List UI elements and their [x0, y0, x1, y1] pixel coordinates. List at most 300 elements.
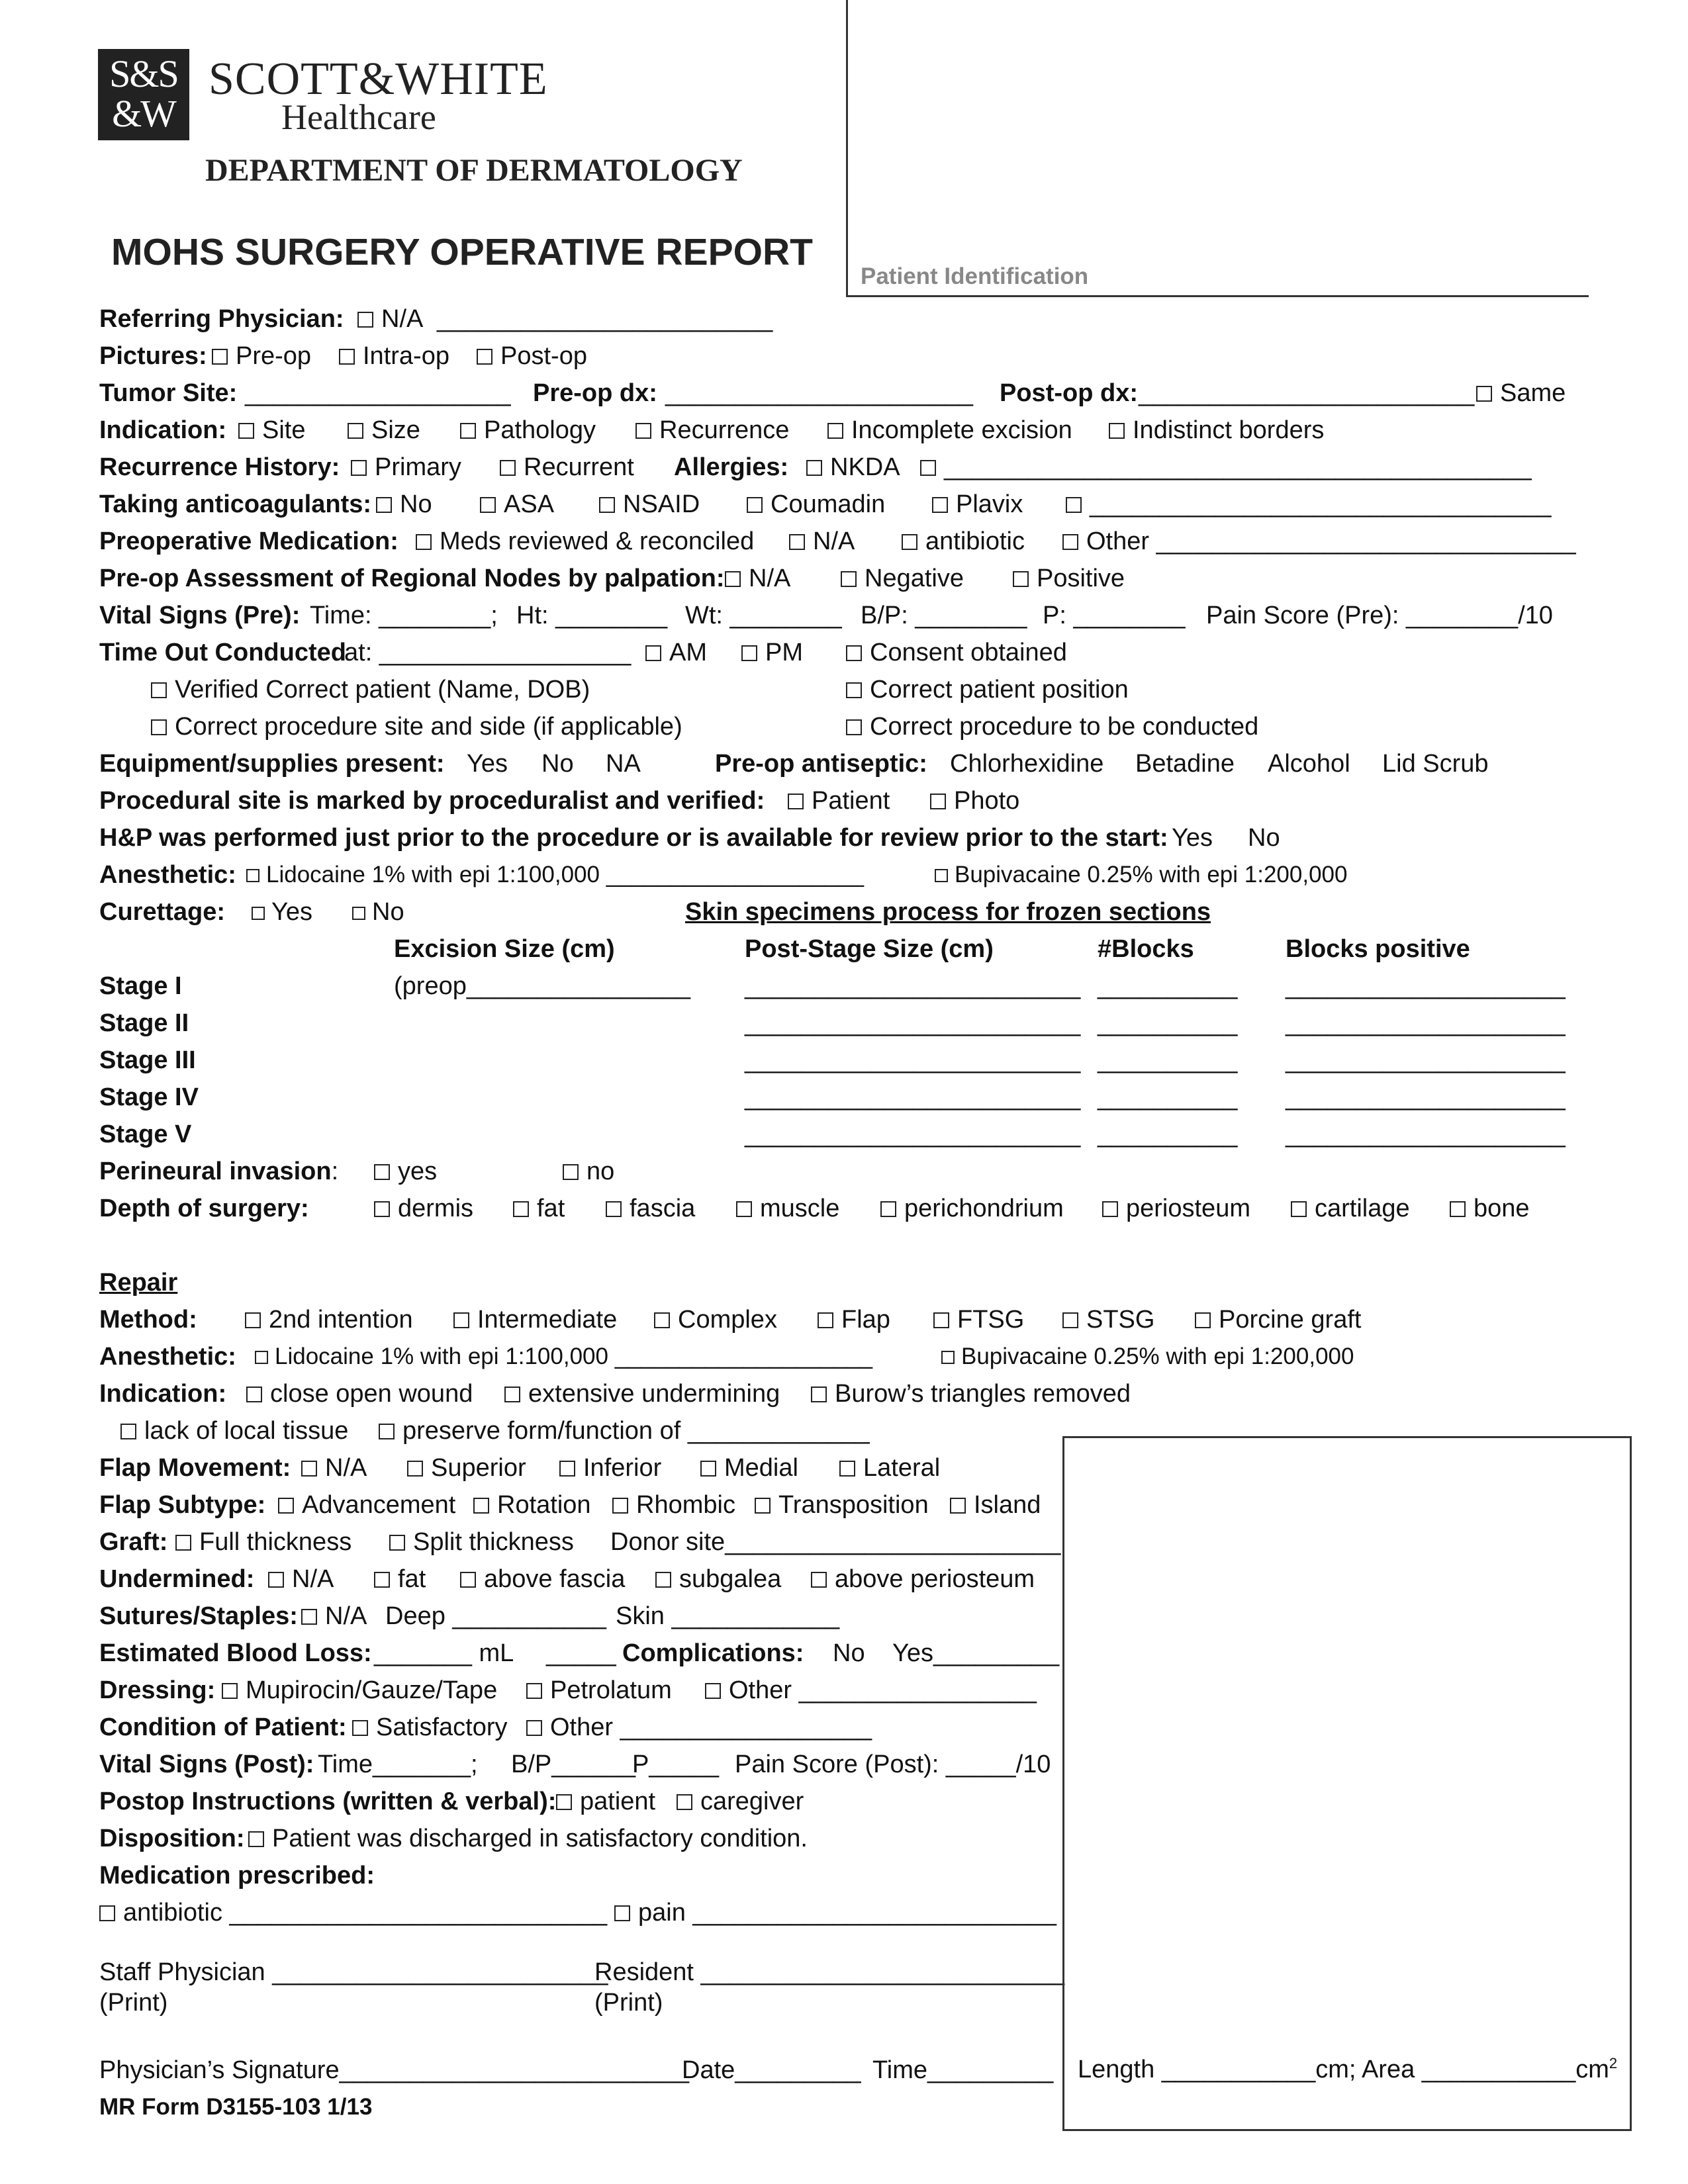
graft-split-thickness[interactable] — [389, 1525, 574, 1559]
option-label: caregiver — [700, 1788, 804, 1815]
excision-size-field[interactable]: (preop________________ — [394, 972, 690, 1000]
checkbox[interactable] — [268, 1572, 284, 1588]
referring-na-option[interactable] — [357, 302, 423, 336]
checkbox[interactable] — [460, 1572, 476, 1588]
vitals-post-bp[interactable]: B/P______ — [511, 1751, 636, 1778]
blood-loss-field[interactable]: _______ mL — [374, 1639, 514, 1667]
checkbox[interactable] — [839, 1461, 855, 1477]
site-marked-patient[interactable] — [788, 784, 890, 818]
anticoag-asa[interactable] — [480, 487, 554, 522]
vitals-pre-height[interactable]: Ht: ________ — [516, 602, 668, 629]
form-cell — [99, 1265, 177, 1300]
blocks-field[interactable]: __________ — [1098, 1120, 1238, 1148]
checkbox[interactable] — [606, 1201, 622, 1217]
checkbox[interactable] — [677, 1794, 692, 1810]
pictures-intraop[interactable] — [339, 339, 449, 373]
correct-procedure[interactable] — [846, 709, 1258, 744]
blocks-field[interactable]: __________ — [1098, 972, 1238, 1000]
vitals-pre-pain[interactable]: Pain Score (Pre): ________/10 — [1206, 602, 1553, 629]
depth-perichondrium[interactable] — [880, 1191, 1064, 1226]
option-label: AM — [669, 639, 707, 666]
vitals-post-time[interactable]: Time_______; — [318, 1751, 478, 1778]
depth-muscle[interactable] — [736, 1191, 839, 1226]
correct-procedure-site[interactable] — [151, 709, 682, 744]
checkbox[interactable] — [559, 1461, 575, 1477]
option-label: ASA — [504, 490, 555, 518]
checkbox[interactable] — [700, 1461, 716, 1477]
checkbox[interactable] — [932, 497, 948, 513]
complications-no[interactable]: No — [833, 1639, 865, 1667]
indication-pathology[interactable] — [460, 413, 596, 447]
checkbox[interactable] — [741, 645, 757, 661]
vitals-pre-pulse[interactable]: P: ________ — [1043, 602, 1186, 629]
anticoag-other[interactable] — [1066, 487, 1551, 522]
form-cell — [99, 858, 236, 892]
postop-patient[interactable] — [556, 1784, 655, 1819]
checkbox[interactable] — [736, 1201, 752, 1217]
physician-signature-field[interactable]: Physician’s Signature_________________________ — [99, 2056, 689, 2084]
method-porcine-graft[interactable] — [1195, 1302, 1361, 1337]
vitals-pre-weight[interactable]: Wt: ________ — [685, 602, 842, 629]
antiseptic-lid-scrub[interactable]: Lid Scrub — [1382, 750, 1489, 778]
repair-anesthetic-lidocaine[interactable] — [255, 1340, 872, 1374]
checkbox[interactable] — [252, 907, 265, 920]
blocks-field[interactable]: __________ — [1098, 1009, 1238, 1037]
checkbox[interactable] — [1291, 1201, 1307, 1217]
vitals-post-pulse[interactable]: P_____ — [632, 1751, 720, 1778]
option-label: N/A — [749, 565, 791, 592]
blocks-positive-field[interactable]: ____________________ — [1286, 1009, 1566, 1037]
repair-extensive-undermining[interactable] — [504, 1377, 780, 1411]
indication-indistinct-borders[interactable] — [1109, 413, 1324, 447]
consent-obtained[interactable] — [846, 635, 1067, 670]
flap-subtype-rhombic[interactable] — [612, 1488, 735, 1522]
checkbox[interactable] — [246, 1387, 262, 1402]
option-label: antibiotic ___________________________ — [123, 1899, 608, 1927]
sutures-skin-field[interactable]: Skin ____________ — [616, 1602, 840, 1630]
checkbox[interactable] — [460, 423, 476, 439]
depth-cartilage[interactable] — [1291, 1191, 1410, 1226]
option-label: Intra-op — [363, 342, 449, 370]
flap-subtype-transposition[interactable] — [755, 1488, 929, 1522]
flap-subtype-island[interactable] — [950, 1488, 1041, 1522]
checkbox[interactable] — [654, 1312, 670, 1328]
checkbox[interactable] — [933, 1312, 949, 1328]
checkbox[interactable] — [614, 1905, 630, 1921]
equipment-na[interactable]: NA — [606, 750, 641, 778]
vitals-pre-bp[interactable]: B/P: ________ — [861, 602, 1027, 629]
option-label: ______________________________ — [1156, 527, 1576, 555]
dressing-other[interactable] — [705, 1673, 1037, 1707]
option-label: Pathology — [484, 416, 596, 444]
flap-movement-label: Flap Movement: — [99, 1454, 291, 1482]
checkbox[interactable] — [246, 869, 259, 882]
checkbox[interactable] — [846, 645, 862, 661]
repair-close-open-wound[interactable] — [246, 1377, 473, 1411]
checkbox[interactable] — [599, 497, 615, 513]
form-cell — [99, 1562, 254, 1596]
checkbox[interactable] — [811, 1572, 827, 1588]
indication-recurrence[interactable] — [635, 413, 789, 447]
form-cell — [99, 302, 344, 336]
checkbox[interactable] — [811, 1387, 827, 1402]
indication-size[interactable] — [348, 413, 420, 447]
flap-subtype-advancement[interactable] — [278, 1488, 455, 1522]
flap-movement-lateral[interactable] — [839, 1451, 940, 1485]
checkbox[interactable] — [348, 423, 363, 439]
recurrence-primary[interactable] — [351, 450, 461, 484]
resident-field[interactable]: Resident __________________________ — [594, 1958, 1065, 1986]
anticoag-nsaid[interactable] — [599, 487, 700, 522]
anticoag-no[interactable] — [376, 487, 432, 522]
checkbox[interactable] — [339, 349, 355, 365]
method-intermediate[interactable] — [453, 1302, 617, 1337]
curettage-no[interactable] — [352, 895, 404, 929]
equipment-label: Equipment/supplies present: — [99, 750, 445, 778]
checkbox[interactable] — [374, 1164, 390, 1180]
vitals-pre-time[interactable]: Time: ________; — [310, 602, 498, 629]
vital-signs-post-label: Vital Signs (Post): — [99, 1751, 314, 1778]
checkbox[interactable] — [806, 460, 822, 476]
complications-yes[interactable]: Yes_________ — [892, 1639, 1060, 1667]
graft-donor-site[interactable]: Donor site________________________ — [610, 1528, 1061, 1556]
form-cell — [99, 524, 399, 559]
checkbox[interactable] — [212, 349, 228, 365]
indication-site[interactable] — [238, 413, 305, 447]
option-label: above fascia — [484, 1565, 626, 1593]
pictures-postop[interactable] — [477, 339, 587, 373]
repair-burows-triangles[interactable] — [811, 1377, 1131, 1411]
anticoag-coumadin[interactable] — [747, 487, 885, 522]
checkbox[interactable] — [374, 1201, 390, 1217]
option-label: Split thickness — [413, 1528, 574, 1556]
checkbox[interactable] — [902, 534, 917, 550]
checkbox[interactable] — [379, 1424, 395, 1439]
option-label: N/A — [813, 527, 855, 555]
checkbox[interactable] — [841, 571, 857, 587]
checkbox[interactable] — [1062, 1312, 1078, 1328]
checkbox[interactable] — [1066, 497, 1082, 513]
recurrence-recurrent[interactable] — [500, 450, 634, 484]
option-label: periosteum — [1126, 1195, 1250, 1222]
checkbox[interactable] — [655, 1572, 671, 1588]
checkbox[interactable] — [376, 497, 392, 513]
checkbox[interactable] — [500, 460, 516, 476]
anticoag-plavix[interactable] — [932, 487, 1023, 522]
hp-no[interactable]: No — [1248, 824, 1280, 852]
post-stage-size-field[interactable]: ________________________ — [745, 972, 1081, 1000]
option-label: Photo — [954, 787, 1020, 815]
method-complex[interactable] — [654, 1302, 777, 1337]
indication-incomplete-excision[interactable] — [827, 413, 1072, 447]
option-label: Satisfactory — [376, 1713, 508, 1741]
checkbox[interactable] — [389, 1535, 405, 1551]
nodes-na[interactable] — [725, 561, 790, 596]
postop-dx-label: Post-op dx: — [1000, 379, 1138, 407]
area-field[interactable]: Area ___________cm — [1361, 2056, 1609, 2083]
checkbox[interactable] — [526, 1720, 542, 1736]
time-out-pm[interactable] — [741, 635, 803, 670]
blocks-positive-field[interactable]: ____________________ — [1286, 1046, 1566, 1074]
preop-dx-field[interactable]: ______________________ — [665, 379, 973, 407]
checkbox[interactable] — [238, 423, 254, 439]
verified-correct-patient[interactable] — [151, 672, 590, 707]
checkbox[interactable] — [526, 1683, 542, 1699]
option-label: Inferior — [583, 1454, 662, 1482]
checkbox[interactable] — [1195, 1312, 1211, 1328]
undermined-fat[interactable] — [374, 1562, 426, 1596]
checkbox[interactable] — [504, 1387, 520, 1402]
dressing-petrolatum[interactable] — [526, 1673, 672, 1707]
postop-same-option[interactable] — [1476, 376, 1566, 410]
undermined-na[interactable] — [268, 1562, 334, 1596]
option-label: close open wound — [270, 1380, 473, 1408]
checkbox[interactable] — [473, 1498, 489, 1514]
checkbox[interactable] — [635, 423, 651, 439]
form-cell — [99, 339, 207, 373]
depth-bone[interactable] — [1450, 1191, 1530, 1226]
staff-physician-field[interactable]: Staff Physician ________________________ — [99, 1958, 608, 1986]
method-ftsg[interactable] — [933, 1302, 1024, 1337]
blocks-positive-field[interactable]: ____________________ — [1286, 972, 1566, 1000]
form-number: MR Form D3155-103 1/13 — [99, 2094, 373, 2120]
checkbox[interactable] — [255, 1351, 268, 1364]
medication-pain[interactable] — [614, 1895, 1056, 1930]
blood-loss-extra-field[interactable]: _____ — [546, 1639, 616, 1667]
checkbox[interactable] — [1102, 1201, 1118, 1217]
time-out-field[interactable]: at: __________________ — [344, 639, 632, 666]
flap-movement-medial[interactable] — [700, 1451, 798, 1485]
form-cell — [99, 1377, 226, 1411]
checkbox[interactable] — [453, 1312, 469, 1328]
option-label: NKDA — [830, 453, 900, 481]
method-label: Method: — [99, 1306, 197, 1334]
option-label: 2nd intention — [269, 1306, 413, 1334]
checkbox[interactable] — [357, 312, 373, 328]
signature-time-field[interactable]: Time_________ — [872, 2056, 1054, 2084]
length-field[interactable]: Length ___________cm; — [1078, 2056, 1356, 2083]
checkbox[interactable] — [301, 1461, 317, 1477]
anesthetic-label: Anesthetic: — [99, 861, 236, 889]
option-label: lack of local tissue — [144, 1417, 349, 1445]
condition-satisfactory[interactable] — [352, 1710, 508, 1745]
undermined-subgalea[interactable] — [655, 1562, 781, 1596]
flap-movement-inferior[interactable] — [559, 1451, 661, 1485]
checkbox[interactable] — [818, 1312, 833, 1328]
disposition-discharged[interactable] — [248, 1821, 808, 1856]
checkbox[interactable] — [407, 1461, 423, 1477]
referring-physician-label: Referring Physician: — [99, 305, 344, 333]
repair-preserve-form[interactable] — [379, 1414, 870, 1448]
form-title: MOHS SURGERY OPERATIVE REPORT — [111, 231, 813, 273]
checkbox[interactable] — [747, 497, 763, 513]
checkbox[interactable] — [374, 1572, 390, 1588]
stage-label: Stage IV — [99, 1083, 199, 1111]
option-label: Complex — [678, 1306, 777, 1334]
checkbox[interactable] — [301, 1609, 317, 1625]
recurrence-history-label: Recurrence History: — [99, 453, 340, 481]
checkbox[interactable] — [416, 534, 432, 550]
flap-movement-na[interactable] — [301, 1451, 367, 1485]
method-flap[interactable] — [818, 1302, 890, 1337]
equipment-yes[interactable]: Yes — [467, 750, 508, 778]
option-label: perichondrium — [904, 1195, 1064, 1222]
medication-antibiotic[interactable] — [99, 1895, 607, 1930]
repair-lack-local-tissue[interactable] — [120, 1414, 348, 1448]
dressing-mupirocin[interactable] — [222, 1673, 497, 1707]
checkbox[interactable] — [846, 682, 862, 698]
patient-id-border-horizontal — [846, 295, 1589, 297]
tumor-site-field[interactable]: ___________________ — [245, 379, 511, 407]
checkbox[interactable] — [222, 1683, 238, 1699]
antiseptic-betadine[interactable]: Betadine — [1135, 750, 1235, 778]
post-stage-size-field[interactable]: ________________________ — [745, 1083, 1081, 1111]
hp-yes[interactable]: Yes — [1172, 824, 1213, 852]
anesthetic-lidocaine[interactable] — [246, 858, 864, 892]
postop-dx-field[interactable]: ________________________ — [1139, 379, 1475, 407]
repair-anesthetic-label: Anesthetic: — [99, 1343, 236, 1371]
checkbox[interactable] — [1476, 386, 1492, 402]
wound-sketch-box[interactable] — [1062, 1436, 1632, 2131]
checkbox[interactable] — [846, 719, 862, 735]
sutures-deep-field[interactable]: Deep ___________ — [385, 1602, 606, 1630]
checkbox[interactable] — [556, 1794, 572, 1810]
postop-caregiver[interactable] — [677, 1784, 804, 1819]
checkbox[interactable] — [725, 571, 741, 587]
post-stage-size-field[interactable]: ________________________ — [745, 1046, 1081, 1074]
condition-other[interactable] — [526, 1710, 872, 1745]
sketch-measurements — [1078, 2055, 1617, 2084]
depth-fascia[interactable] — [606, 1191, 695, 1226]
depth-dermis[interactable] — [374, 1191, 473, 1226]
nodes-negative[interactable] — [841, 561, 964, 596]
checkbox[interactable] — [99, 1905, 115, 1921]
checkbox[interactable] — [1062, 534, 1078, 550]
checkbox[interactable] — [120, 1424, 136, 1439]
checkbox[interactable] — [563, 1164, 579, 1180]
time-out-am[interactable] — [645, 635, 707, 670]
site-marked-photo[interactable] — [930, 784, 1019, 818]
flap-movement-superior[interactable] — [407, 1451, 526, 1485]
checkbox[interactable] — [1013, 571, 1029, 587]
checkbox[interactable] — [880, 1201, 896, 1217]
allergies-other[interactable] — [920, 450, 1532, 484]
curettage-yes[interactable] — [252, 895, 312, 929]
checkbox[interactable] — [788, 794, 804, 809]
checkbox[interactable] — [920, 460, 936, 476]
vitals-post-pain[interactable]: Pain Score (Post): _____/10 — [735, 1751, 1051, 1778]
option-label: Other __________________ — [550, 1713, 872, 1741]
checkbox[interactable] — [612, 1498, 628, 1514]
checkbox[interactable] — [930, 794, 946, 809]
checkbox[interactable] — [151, 682, 167, 698]
form-cell — [99, 784, 765, 818]
option-label: pain __________________________ — [638, 1899, 1056, 1927]
checkbox[interactable] — [352, 907, 365, 920]
graft-full-thickness[interactable] — [175, 1525, 352, 1559]
blocks-positive-field[interactable]: ____________________ — [1286, 1083, 1566, 1111]
allergies-nkda[interactable] — [806, 450, 900, 484]
checkbox[interactable] — [477, 349, 492, 365]
blocks-positive-field[interactable]: ____________________ — [1286, 1120, 1566, 1148]
checkbox[interactable] — [789, 534, 805, 550]
perineural-no[interactable] — [563, 1154, 614, 1189]
checkbox[interactable] — [351, 460, 367, 476]
antiseptic-chlorhexidine[interactable]: Chlorhexidine — [950, 750, 1104, 778]
option-label: Correct procedure to be conducted — [870, 713, 1259, 741]
checkbox[interactable] — [513, 1201, 529, 1217]
checkbox[interactable] — [248, 1831, 264, 1847]
anesthetic-bupivacaine[interactable] — [935, 858, 1347, 892]
nodes-positive[interactable] — [1013, 561, 1125, 596]
option-label: Lateral — [863, 1454, 941, 1482]
preop-med-other[interactable] — [1062, 524, 1576, 559]
form-cell — [1286, 932, 1470, 966]
blocks-field[interactable]: __________ — [1098, 1083, 1238, 1111]
checkbox[interactable] — [941, 1351, 955, 1364]
checkbox[interactable] — [278, 1498, 294, 1514]
pictures-preop[interactable] — [212, 339, 311, 373]
option-label: STSG — [1086, 1306, 1155, 1334]
tumor-site-label: Tumor Site: — [99, 379, 238, 407]
checkbox[interactable] — [175, 1535, 191, 1551]
undermined-above-fascia[interactable] — [460, 1562, 625, 1596]
antiseptic-alcohol[interactable]: Alcohol — [1268, 750, 1350, 778]
perineural-yes[interactable] — [374, 1154, 437, 1189]
checkbox[interactable] — [755, 1498, 771, 1514]
checkbox[interactable] — [151, 719, 167, 735]
equipment-no[interactable]: No — [541, 750, 574, 778]
preop-antiseptic-label: Pre-op antiseptic: — [715, 750, 927, 778]
signature-date-field[interactable]: Date_________ — [682, 2056, 861, 2084]
preop-med-na[interactable] — [789, 524, 855, 559]
option-label: bone — [1474, 1195, 1530, 1222]
depth-periosteum[interactable] — [1102, 1191, 1250, 1226]
repair-anesthetic-bupivacaine[interactable] — [941, 1340, 1354, 1374]
option-label: Coumadin — [771, 490, 886, 518]
flap-subtype-rotation[interactable] — [473, 1488, 591, 1522]
method-2nd-intention[interactable] — [245, 1302, 413, 1337]
col-excision-size: Excision Size (cm) — [394, 935, 615, 963]
checkbox[interactable] — [352, 1720, 368, 1736]
frozen-sections-heading: Skin specimens process for frozen sections — [685, 898, 1211, 926]
referring-physician-field[interactable]: ________________________ — [437, 305, 773, 333]
correct-patient-position[interactable] — [846, 672, 1129, 707]
checkbox[interactable] — [645, 645, 661, 661]
checkbox[interactable] — [950, 1498, 966, 1514]
undermined-above-periosteum[interactable] — [811, 1562, 1035, 1596]
depth-fat[interactable] — [513, 1191, 565, 1226]
checkbox[interactable] — [827, 423, 843, 439]
method-stsg[interactable] — [1062, 1302, 1154, 1337]
checkbox[interactable] — [1109, 423, 1125, 439]
checkbox[interactable] — [245, 1312, 261, 1328]
option-label: No — [372, 898, 404, 926]
preop-medication-label: Preoperative Medication: — [99, 527, 399, 555]
option-label: Porcine graft — [1219, 1306, 1362, 1334]
checkbox[interactable] — [480, 497, 496, 513]
checkbox[interactable] — [1450, 1201, 1466, 1217]
preop-med-reviewed[interactable] — [416, 524, 754, 559]
post-stage-size-field[interactable]: ________________________ — [745, 1009, 1081, 1037]
checkbox[interactable] — [935, 869, 948, 882]
option-label: _________________________________ — [1090, 490, 1552, 518]
preop-med-antibiotic[interactable] — [902, 524, 1025, 559]
checkbox[interactable] — [705, 1683, 721, 1699]
post-stage-size-field[interactable]: ________________________ — [745, 1120, 1081, 1148]
blocks-field[interactable]: __________ — [1098, 1046, 1238, 1074]
sutures-na[interactable] — [301, 1599, 367, 1633]
